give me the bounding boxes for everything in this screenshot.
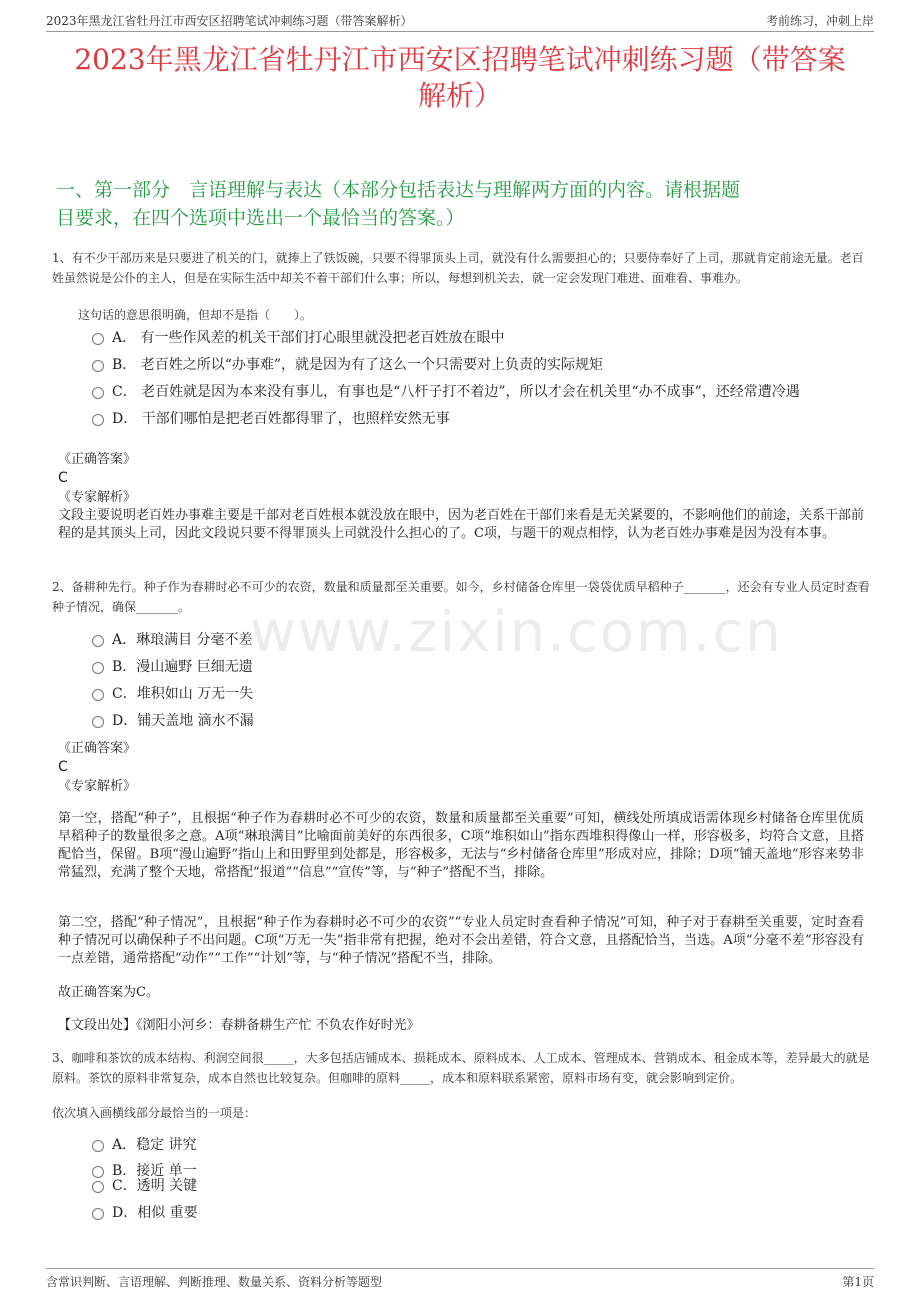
radio-icon[interactable]	[92, 360, 104, 372]
q1-option-a[interactable]: A． 有一些作风差的机关干部们打心眼里就没把老百姓放在眼中	[92, 328, 505, 348]
q2-source: 【文段出处】《浏阳小河乡：春耕备耕生产忙 不负农作好时光》	[58, 1018, 420, 1033]
q3-option-d[interactable]: D．相似 重要	[92, 1203, 198, 1223]
radio-icon[interactable]	[92, 333, 104, 345]
q2-stem: 2、备耕种先行。种子作为春耕时必不可少的农资，数量和质量都至关重要。如今，乡村储备仓库里一袋袋优质早稻种子_______，还会有专业人员定时查看种子情况，确保_______。	[52, 580, 870, 614]
q2-analysis-label: 《专家解析》	[58, 779, 137, 794]
page-header	[46, 10, 874, 32]
header-doc-title: 2023年黑龙江省牡丹江市西安区招聘笔试冲刺练习题（带答案解析）	[46, 14, 413, 28]
q2-option-d[interactable]: D．铺天盖地 滴水不漏	[92, 711, 254, 731]
q2-answer-label: 《正确答案》	[58, 741, 137, 756]
header-slogan: 考前练习，冲刺上岸	[765, 14, 874, 28]
q3-instruction: 依次填入画横线部分最恰当的一项是：	[52, 1106, 257, 1120]
q3-option-b[interactable]: B．接近 单一	[92, 1161, 197, 1181]
q1-analysis-label: 《专家解析》	[58, 490, 137, 505]
radio-icon[interactable]	[92, 1140, 104, 1152]
q1-option-d[interactable]: D． 干部们哪怕是把老百姓都得罪了，也照样安然无事	[92, 409, 450, 429]
section-heading-line-1: 一、第一部分 言语理解与表达（本部分包括表达与理解两方面的内容。请根据题	[56, 179, 741, 201]
title-line-2: 解析）	[417, 79, 502, 112]
footer-topics: 含常识判断、言语理解、判断推理、数量关系、资料分析等题型	[46, 1275, 383, 1289]
radio-icon[interactable]	[92, 1181, 104, 1193]
document-title	[46, 42, 874, 114]
q1-stem: 1、有不少干部历来是只要进了机关的门，就捧上了铁饭碗，只要不得罪顶头上司，就没有什么需要担心的；只要侍奉好了上司，那就肯定前途无量。老百姓虽然说是公仆的主人，但是在实际生活中却关不着干部们什么事；所以，每想到机关去，就一定会发现门难进、面难看、事难办。	[52, 251, 864, 285]
page-footer	[46, 1268, 874, 1292]
radio-icon[interactable]	[92, 716, 104, 728]
q3-option-a[interactable]: A．稳定 讲究	[92, 1135, 197, 1155]
q1-instruction: 这句话的意思很明确，但却不是指（ ）。	[78, 308, 313, 322]
q1-answer-label: 《正确答案》	[58, 452, 137, 467]
radio-icon[interactable]	[92, 1208, 104, 1220]
q1-option-c[interactable]: C． 老百姓就是因为本来没有事儿，有事也是“八杆子打不着边”，所以才会在机关里“办不成事”，还经常遭冷遇	[92, 382, 800, 402]
q2-conclusion: 故正确答案为C。	[58, 985, 159, 1000]
q3-option-c[interactable]: C．透明 关键	[92, 1176, 197, 1196]
q2-analysis-paragraph-2: 第二空，搭配“种子情况”，且根据“种子作为春耕时必不可少的农资”“专业人员定时查看种子情况”可知，种子对于春耕至关重要，定时查看种子情况可以确保种子不出问题。C项“万无一失”指非常有把握，绝对不会出差错，符合文意，且搭配恰当，当选。A项“分毫不差”形容没有一点差错，通常搭配“动作”“工作”“计划”等，与“种子情况”搭配不当，排除。	[58, 915, 864, 966]
q2-option-c[interactable]: C．堆积如山 万无一失	[92, 684, 253, 704]
q2-option-a[interactable]: A．琳琅满目 分毫不差	[92, 630, 253, 650]
radio-icon[interactable]	[92, 414, 104, 426]
q1-option-b[interactable]: B． 老百姓之所以“办事难”，就是因为有了这么一个只需要对上负责的实际规矩	[92, 355, 603, 375]
page-number: 第1页	[842, 1275, 874, 1289]
q2-analysis-paragraph-1: 第一空，搭配“种子”，且根据“种子作为春耕时必不可少的农资，数量和质量都至关重要”可知，横线处所填成语需体现乡村储备仓库里优质早稻种子的数量很多之意。A项“琳琅满目”比喻面前美好的东西很多，C项“堆积如山”指东西堆积得像山一样，形容极多，均符合文意，且搭配恰当，保留。B项“漫山遍野”指山上和田野里到处都是，形容极多，无法与“乡村储备仓库里”形成对应，排除；D项“铺天盖地”形容来势非常猛烈，充满了整个天地，常搭配“报道”“信息”“宣传”等，与“种子”搭配不当，排除。	[58, 811, 864, 880]
section-heading-line-2: 目要求，在四个选项中选出一个最恰当的答案。）	[56, 207, 465, 229]
radio-icon[interactable]	[92, 689, 104, 701]
q1-answer: C	[58, 470, 68, 486]
watermark: www.zixin.com.cn	[250, 600, 783, 665]
q3-stem: 3、咖啡和茶饮的成本结构、利润空间很_____，大多包括店铺成本、损耗成本、原料成本、人工成本、管理成本、营销成本、租金成本等，差异最大的就是原料。茶饮的原料非常复杂，成本自然也比较复杂。但咖啡的原料_____，成本和原料联系紧密，原料市场有变，就会影响到定价。	[52, 1051, 870, 1085]
title-line-1: 2023年黑龙江省牡丹江市西安区招聘笔试冲刺练习题（带答案	[74, 43, 846, 76]
q2-answer: C	[58, 759, 68, 775]
q2-option-b[interactable]: B．漫山遍野 巨细无遗	[92, 657, 253, 677]
radio-icon[interactable]	[92, 662, 104, 674]
q1-analysis: 文段主要说明老百姓办事难主要是干部对老百姓根本就没放在眼中，因为老百姓在干部们来看是无关紧要的，不影响他们的前途，关系干部前程的是其顶头上司，因此文段说只要不得罪顶头上司就没什么担心的了。C项，与题干的观点相悖，认为老百姓办事难是因为没有本事。	[58, 508, 865, 541]
radio-icon[interactable]	[92, 635, 104, 647]
radio-icon[interactable]	[92, 387, 104, 399]
section-heading	[56, 176, 876, 232]
